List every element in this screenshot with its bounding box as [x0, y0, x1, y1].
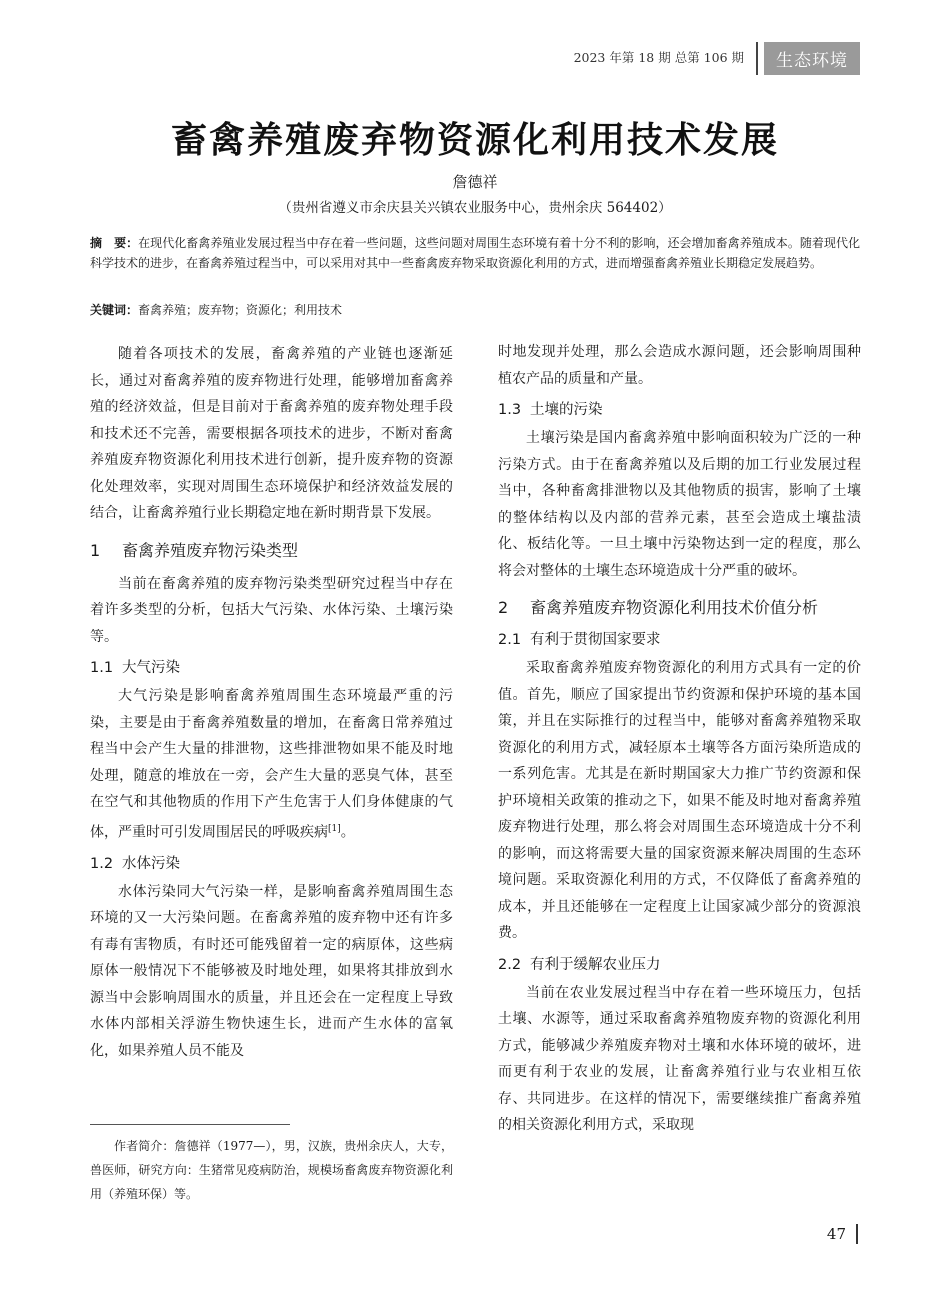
- intro-paragraph: 随着各项技术的发展，畜禽养殖的产业链也逐渐延长，通过对畜禽养殖的废弃物进行处理，能够增加畜禽养殖的经济效益，但是目前对于畜禽养殖的废弃物处理手段和技术还不完善，需要根据各项技术的进步，不断对畜禽养殖废弃物资源化利用技术进行创新，提升废弃物的资源化处理效率，实现对周围生态环境保护和经济效益发展的结合，让畜禽养殖行业长期稳定地在新时期背景下发展。: [90, 346, 453, 521]
- section-number: 1.3: [498, 402, 522, 418]
- keywords-text: 畜禽养殖；废弃物；资源化；利用技术: [138, 303, 343, 317]
- continued-paragraph: 时地发现并处理，那么会造成水源问题，还会影响周围种植农产品的质量和产量。: [498, 344, 861, 387]
- author-affiliation: （贵州省遵义市余庆县关兴镇农业服务中心，贵州余庆 564402）: [278, 200, 672, 216]
- section-title: 畜禽养殖废弃物资源化利用技术价值分析: [530, 598, 819, 617]
- abstract: [90, 233, 860, 273]
- section-number: 1.1: [90, 660, 114, 676]
- page-header: [574, 42, 860, 75]
- section-title: 有利于缓解农业压力: [530, 956, 661, 973]
- right-column: [498, 339, 861, 1139]
- section-1-3-heading: [498, 398, 861, 422]
- section-2-1-paragraph: 采取畜禽养殖废弃物资源化的利用方式具有一定的价值。首先，顺应了国家提出节约资源和保护环境的基本国策，并且在实际推行的过程当中，能够对畜禽养殖物采取资源化的利用方式，减轻原本土壤等各方面污染所造成的一系列危害。尤其是在新时期国家大力推广节约资源和保护环境相关政策的推动之下，如果不能及时地对畜禽养殖废弃物进行处理，那么将会对周围生态环境造成十分不利的影响，而这将需要大量的国家资源来解决周围的生态环境问题。采取资源化利用的方式，不仅降低了畜禽养殖的成本，并且还能够在一定程度上让国家减少部分的资源浪费。: [498, 660, 861, 941]
- section-number: 1: [90, 540, 101, 560]
- section-number: 2: [498, 598, 509, 617]
- keywords: [90, 301, 860, 319]
- author-name: 詹德祥: [452, 173, 498, 191]
- abstract-label: 摘 要：: [90, 236, 139, 250]
- section-title: 大气污染: [122, 660, 180, 676]
- section-title: 畜禽养殖废弃物污染类型: [122, 540, 299, 560]
- abstract-text: 在现代化畜禽养殖业发展过程当中存在着一些问题，这些问题对周围生态环境有着十分不利的影响，还会增加畜禽养殖成本。随着现代化科学技术的进步，在畜禽养殖过程当中，可以采用对其中一些畜禽废弃物采取资源化利用的方式，进而增强畜禽养殖业长期稳定发展趋势。: [90, 236, 860, 270]
- section-2-heading: [498, 596, 861, 620]
- page-number: 47: [827, 1224, 858, 1244]
- section-number: 2.2: [498, 956, 522, 973]
- section-1-2-paragraph: 水体污染同大气污染一样，是影响畜禽养殖周围生态环境的又一大污染问题。在畜禽养殖的废弃物中还有许多有毒有害物质，有时还可能残留着一定的病原体，这些病原体一般情况下不能够被及时地处理，如果将其排放到水源当中会影响周围水的质量，并且还会在一定程度上导致水体内部相关浮游生物快速生长，进而产生水体的富氧化，如果养殖人员不能及: [90, 883, 453, 1059]
- section-1-heading: [90, 539, 453, 563]
- section-1-2-heading: [90, 852, 453, 876]
- left-column: [90, 341, 453, 1064]
- footnote-divider: [90, 1124, 290, 1125]
- section-2-2-paragraph: 当前在农业发展过程当中存在着一些环境压力，包括土壤、水源等，通过采取畜禽养殖物废弃物的资源化利用方式，能够减少养殖废弃物对土壤和水体环境的破坏，进而更有利于农业的发展，让畜禽养殖行业与农业相互依存、共同进步。在这样的情况下，需要继续推广畜禽养殖的相关资源化利用方式，采取现: [498, 984, 861, 1133]
- issue-info: 2023 年第 18 期 总第 106 期: [574, 42, 758, 75]
- section-1-3-paragraph: 土壤污染是国内畜禽养殖中影响面积较为广泛的一种污染方式。由于在畜禽养殖以及后期的加工行业发展过程当中，各种畜禽排泄物以及其他物质的损害，影响了土壤的整体结构以及内部的营养元素，甚至会造成土壤盐渍化、板结化等。一旦土壤中污染物达到一定的程度，那么将会对整体的土壤生态环境造成十分严重的破坏。: [498, 430, 861, 579]
- section-2-2-heading: [498, 953, 861, 977]
- section-1-1-paragraph: [90, 683, 453, 846]
- author-footnote: 作者简介：詹德祥（1977—），男，汉族，贵州余庆人，大专，兽医师，研究方向：生猪常见疫病防治，规模场畜禽废弃物资源化利用（养殖环保）等。: [90, 1139, 453, 1201]
- section-1-paragraph: 当前在畜禽养殖的废弃物污染类型研究过程当中存在着许多类型的分析，包括大气污染、水体污染、土壤污染等。: [90, 575, 453, 645]
- article-title: 畜禽养殖废弃物资源化利用技术发展: [170, 120, 779, 161]
- section-title: 水体污染: [122, 855, 180, 872]
- section-title: 土壤的污染: [530, 402, 603, 418]
- section-number: 1.2: [90, 855, 114, 872]
- section-badge: 生态环境: [764, 42, 860, 75]
- section-title: 有利于贯彻国家要求: [530, 632, 661, 648]
- section-2-1-heading: [498, 628, 861, 652]
- keywords-label: 关键词：: [90, 303, 139, 317]
- paragraph-end: 。: [340, 824, 355, 841]
- section-1-1-heading: [90, 656, 453, 680]
- paragraph-text: 大气污染是影响畜禽养殖周围生态环境最严重的污染，主要是由于畜禽养殖数量的增加，在畜禽日常养殖过程当中会产生大量的排泄物，这些排泄物如果不能及时地处理，随意的堆放在一旁，会产生大量的恶臭气体，甚至在空气和其他物质的作用下产生危害于人们身体健康的气体，严重时可引发周围居民的呼吸疾病: [90, 688, 453, 841]
- section-number: 2.1: [498, 632, 522, 648]
- citation-ref: [1]: [328, 823, 341, 834]
